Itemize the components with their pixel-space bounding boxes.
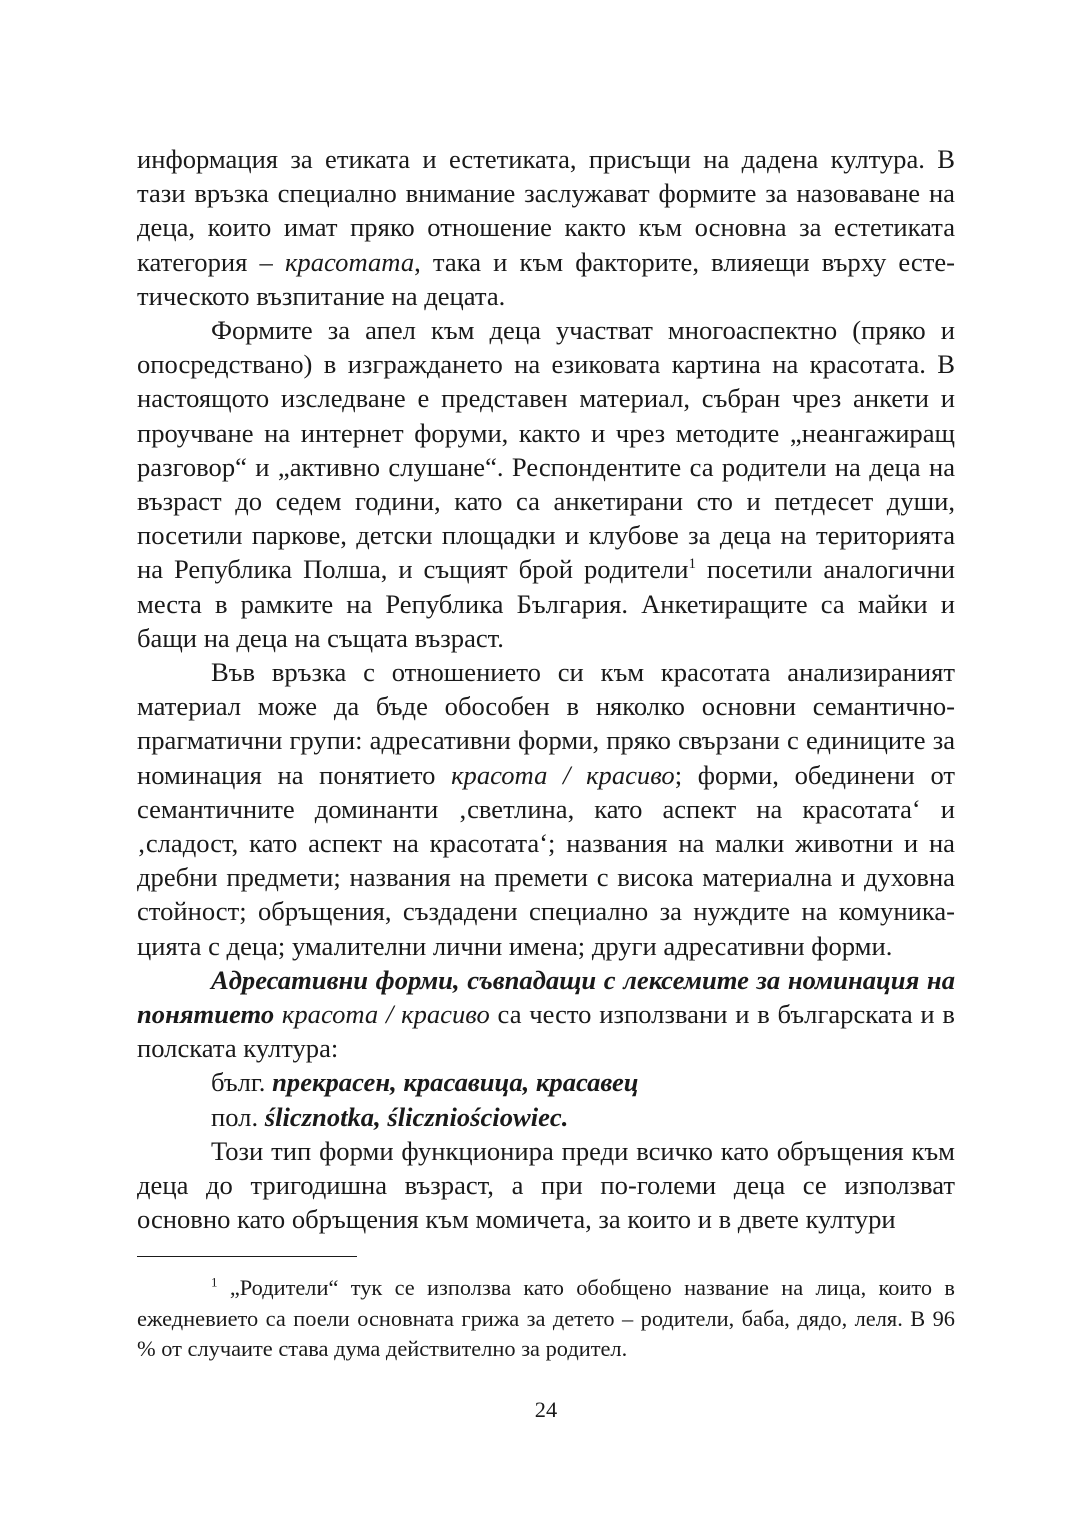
example-polish bbox=[137, 1100, 955, 1134]
example-words-pl: ślicznotka, śliczniościowiec. bbox=[264, 1101, 569, 1132]
paragraph-5: Този тип форми функционира преди всичко като обръщения към деца до тригодишна възраст, а при по-големи деца се използват основно като обръщения към момичета, за които и в двете култури bbox=[137, 1135, 955, 1235]
section-heading-inline: Адресативни форми, съвпадащи с лексемите за номинация на понятието bbox=[137, 964, 955, 1030]
paragraph-2: Формите за апел към деца участват многоаспектно (пряко и опосредствано) в изграждането на езиковата картина на красотата. В настоящото изследване е представен материал, събран чрез анкети и проучване на интернет форуми, както и чрез методите „неангажиращ разговор“ и „активно слушане“. Респондентите са родители на деца на възраст до седем години, като са анкетирани сто и петдесет души, посетили паркове, детски площадки и клубове за деца на територията на Република Полша, и същият брой родители$^1$ посетили аналогични места в рамките на Република България. Анкетиращите са майки и бащи на деца на същата възраст. bbox=[137, 315, 955, 653]
footnote-text: „Родители“ тук се използва като обобщено название на лица, които в ежедневието са поели основната грижа за детето – родители, баба, дядо, леля. В 96 % от случаите става дума действително за родител. bbox=[137, 1275, 955, 1361]
emphasis-krasota-krasivo-2: красота / красиво bbox=[281, 999, 490, 1030]
page-body bbox=[137, 142, 955, 1237]
paragraph-3: Във връзка с отношението си към красотата анализираният материал може да бъде обособен в няколко основни семантично-прагматични групи: адресативни форми, пряко свързани с единиците за номинация на понятието красота / красиво; форми, обединени от семантичните доминанти ‚светлина, като аспект на красотата‘ и ‚сладост, като аспект на красотата‘; названия на малки животни и на дребни предмети; названия на премети с висока материална и духовна стойност; обръщения, създадени специално за нуждите на комуникацията с деца; умалителни лични имена; други адресативни форми. bbox=[137, 657, 956, 961]
example-lang-pl: пол. bbox=[211, 1101, 265, 1132]
emphasis-krasota-krasivo: красота / красиво bbox=[451, 759, 675, 790]
example-words-bg: прекрасен, красавица, красавец bbox=[272, 1067, 639, 1098]
example-lang-bg: бълг. bbox=[211, 1067, 273, 1098]
footnote-number: 1 bbox=[211, 1274, 218, 1290]
emphasis-krasotata: красотата bbox=[284, 246, 415, 277]
footnote-reference[interactable]: 1 bbox=[688, 556, 696, 573]
paragraph-4: Адресативни форми, съвпадащи с лексемите за номинация на понятието красота / красиво са често използвани и в българската и в полската култура: bbox=[137, 964, 955, 1064]
example-bulgarian bbox=[137, 1065, 955, 1099]
page-number: 24 bbox=[534, 1397, 558, 1422]
paragraph-1: информация за етиката и естетиката, присъщи на дадена култура. В тази връзка специално внимание заслужават формите за назоваване на деца, които имат пряко отношение както към основна за естетиката категория – красотата, така и към факторите, влияещи върху естетическото възпитание на децата. bbox=[137, 144, 955, 311]
footnote bbox=[137, 1273, 955, 1365]
footnote-divider bbox=[137, 1256, 357, 1257]
